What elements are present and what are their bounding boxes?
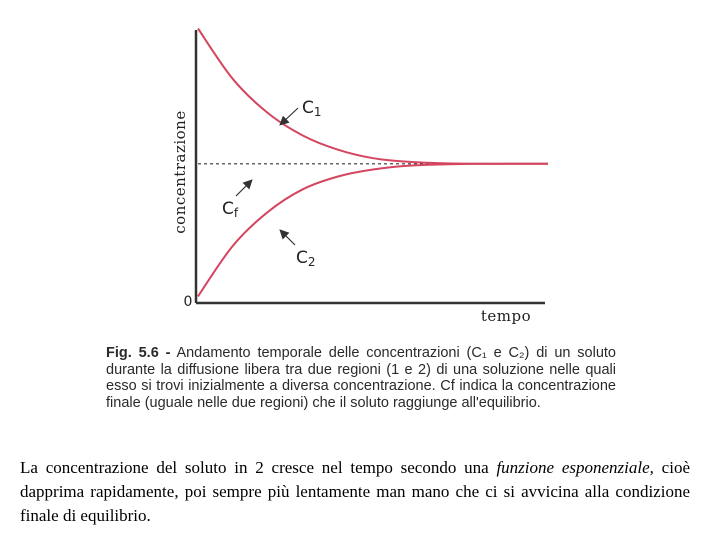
curve-label-c2: [296, 248, 316, 269]
figure-number: Fig. 5.6 -: [106, 345, 171, 361]
svg-text:C1: C1: [302, 98, 322, 119]
curve-label-cf: [222, 199, 239, 220]
svg-text:C2: C2: [296, 248, 316, 269]
arrow-c1: [281, 108, 298, 124]
svg-text:Cf: Cf: [222, 199, 239, 220]
origin-label: 0: [183, 294, 193, 310]
curve-label-c1: [302, 98, 322, 119]
series-line-c1: [198, 29, 548, 164]
body-text-emphasis: funzione esponenziale,: [496, 458, 654, 477]
x-axis-label: tempo: [480, 307, 532, 325]
body-paragraph: [20, 456, 690, 528]
body-text-part2: cioè dapprima rapidamente, poi sempre più lentamente man mano che ci si avvicina alla condizione finale di equilibrio.: [20, 458, 690, 525]
series-line-c2: [198, 164, 548, 297]
figure-caption: [106, 345, 616, 411]
caption-text: Andamento temporale delle concentrazioni (C₁ e C₂) di un soluto durante la diffusione libera tra due regioni (1 e 2) di una soluzione nelle quali esso si trovi inizialmente a diversa concentrazione. Cf indica la concentrazione finale (uguale nelle due regioni) che il soluto raggiunge all'equilibrio.: [106, 345, 616, 411]
arrow-c2: [281, 231, 295, 245]
arrow-cf: [236, 181, 251, 196]
body-text-part1: La concentrazione del soluto in 2 cresce nel tempo secondo una: [20, 458, 497, 477]
y-axis-label: concentrazione: [171, 110, 189, 234]
